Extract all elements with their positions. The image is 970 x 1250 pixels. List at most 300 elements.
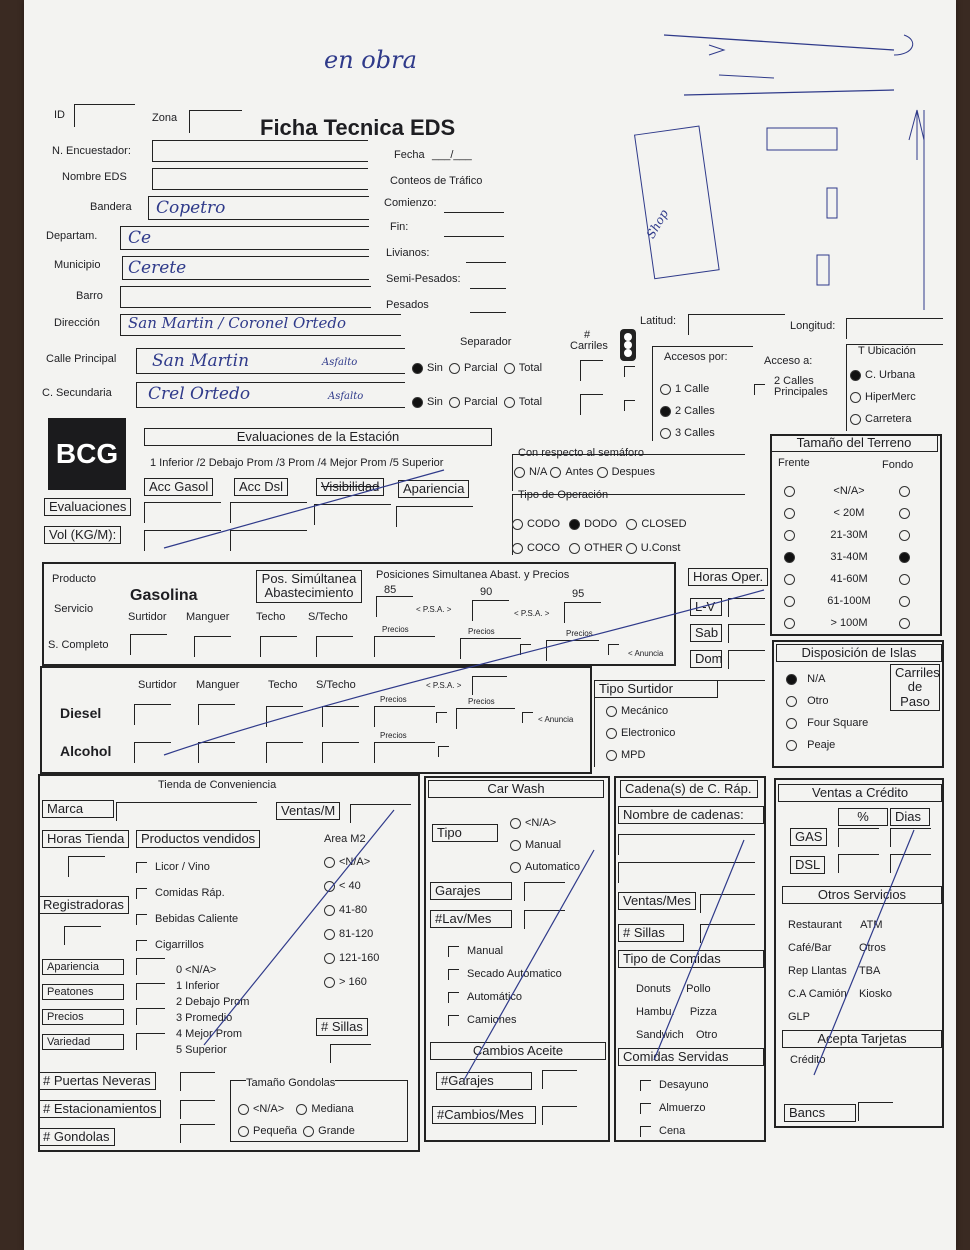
option-label: Camiones [467, 1014, 517, 1026]
frente-radio[interactable] [784, 552, 795, 563]
tienda-sillas-field[interactable] [330, 1044, 371, 1063]
productos-vendidos-label: Productos vendidos [136, 830, 260, 848]
col-surtidor: Surtidor [128, 611, 167, 623]
zona-label: Zona [152, 112, 178, 124]
terreno-label: 31-40M [830, 551, 868, 563]
ventas-m-field[interactable] [350, 804, 411, 823]
fondo-radio[interactable] [899, 552, 910, 563]
aceite-cambios-label: #Cambios/Mes [432, 1106, 536, 1124]
terreno-title: Tamaño del Terreno [770, 434, 938, 452]
option-item[interactable] [640, 1074, 709, 1097]
otros-servicios-title: Otros Servicios [782, 886, 942, 904]
option-label: 121-160 [339, 952, 380, 964]
municipio-label: Municipio [54, 259, 101, 271]
option-label: Secado Automatico [467, 968, 562, 980]
fin-label: Fin: [390, 221, 409, 233]
alcohol-precio-field[interactable] [374, 742, 435, 763]
semipesados-field[interactable] [470, 288, 506, 289]
islas-options[interactable]: N/A Otro Four Square Peaje [786, 668, 868, 756]
scale-item: 4 Mejor Prom [176, 1028, 243, 1040]
psa-label-2: < P.S.A. > [514, 609, 550, 618]
diesel-col-stecho: S/Techo [316, 679, 356, 691]
bancos-field[interactable] [858, 1102, 893, 1121]
surtidor-title: Tipo Surtidor [594, 680, 718, 698]
diesel-psa: < P.S.A. > [426, 681, 462, 690]
frente-radio[interactable] [784, 596, 795, 607]
diesel-anuncia-label: < Anuncia [538, 715, 574, 724]
cadenas-servidas-label: Comidas Servidas [618, 1048, 764, 1066]
diesel-col-surtidor: Surtidor [138, 679, 177, 691]
tienda-eval-label: Precios [42, 1009, 124, 1025]
tienda-title: Tienda de Conveniencia [158, 779, 277, 791]
option-label: 81-120 [339, 928, 374, 940]
registradoras-field[interactable] [64, 926, 101, 945]
fondo-radio[interactable] [899, 596, 910, 607]
horas-tienda-field[interactable] [68, 856, 105, 877]
livianos-label: Livianos: [386, 247, 430, 259]
departam-field[interactable] [120, 226, 369, 250]
tienda-eval-row [42, 983, 165, 1000]
diesel-stecho-field[interactable] [322, 706, 359, 727]
calle-secundaria-suffix: Asfalto [328, 391, 364, 402]
octane-95: 95 [572, 588, 585, 600]
islas-title: Disposición de Islas [776, 644, 942, 662]
radio-button[interactable] [324, 977, 335, 988]
diesel-label: Diesel [60, 705, 102, 721]
page-title: Ficha Tecnica EDS [260, 115, 456, 140]
nombre-eds-field[interactable] [152, 168, 368, 190]
diesel-pos-field[interactable] [472, 676, 507, 695]
scale-item: 0 <N/A> [176, 964, 217, 976]
option-label: Almuerzo [659, 1102, 706, 1114]
fecha-label: Fecha [394, 149, 425, 161]
horas-dom-field[interactable] [728, 650, 765, 669]
checkbox[interactable] [136, 914, 147, 925]
terreno-label: < 20M [833, 507, 865, 519]
semaforo-secundaria-checkbox[interactable] [624, 400, 635, 411]
checkbox[interactable] [448, 1015, 459, 1026]
fecha-sep: ___/___ [432, 149, 472, 161]
terreno-row [784, 590, 914, 612]
gasolina-label: Gasolina [130, 587, 198, 604]
credito-gas-pct[interactable] [838, 828, 879, 847]
vol-acc-dsl[interactable] [230, 530, 307, 551]
otros-servicios-options[interactable]: Restaurant ATM Café/Bar Otros Rep Llantas TBA C.A Camión Kiosko GLP [788, 919, 892, 1023]
eval-apariencia[interactable] [396, 506, 473, 527]
precios-90: Precios [468, 627, 495, 636]
registradoras-label: Registradoras [38, 896, 129, 914]
option-item[interactable] [448, 986, 562, 1009]
latitud-field[interactable] [688, 314, 785, 335]
option-item[interactable] [324, 850, 379, 874]
gas-surtidor-field[interactable] [130, 634, 167, 655]
tienda-evaluaciones [42, 958, 165, 1058]
carwash-tipo-options[interactable]: <N/A> Manual Automatico [510, 812, 580, 878]
carwash-garajes-field[interactable] [524, 882, 565, 901]
terreno-row [784, 612, 914, 634]
col-techo: Techo [256, 611, 286, 623]
gas-manguer-field[interactable] [194, 636, 231, 657]
calles-principales-label: 2 Calles Principales [774, 375, 828, 398]
calle-secundaria-label: C. Secundaria [42, 387, 112, 399]
checkbox[interactable] [640, 1126, 651, 1137]
semipesados-label: Semi-Pesados: [386, 273, 461, 285]
calle-principal-value: San Martin [152, 351, 250, 371]
diesel-manguer-field[interactable] [198, 704, 235, 725]
departam-label: Departam. [46, 230, 98, 242]
precio-85-field[interactable] [374, 636, 435, 657]
accesos-options[interactable]: 1 Calle 2 Calles 3 Calles [660, 378, 715, 444]
area-label: Area M2 [324, 833, 366, 845]
diesel-surtidor-field[interactable] [134, 704, 171, 725]
diesel-anuncia-1[interactable] [436, 712, 447, 723]
id-label: ID [54, 109, 65, 121]
credito-dsl-dias[interactable] [890, 854, 931, 873]
carwash-title: Car Wash [428, 780, 604, 798]
scale-item: 3 Promedio [176, 1012, 233, 1024]
tienda-eval-row [42, 1033, 165, 1050]
tienda-eval-label: Variedad [42, 1034, 124, 1050]
horas-lv-label: L-V [690, 598, 722, 616]
diesel-precio-field[interactable] [374, 706, 435, 727]
credito-dias-label: Dias [890, 808, 930, 826]
option-item[interactable] [640, 1120, 709, 1143]
carwash-tipo-label: Tipo [432, 824, 498, 842]
horas-sab-field[interactable] [728, 624, 765, 643]
tienda-eval-field[interactable] [136, 1008, 165, 1025]
marca-field[interactable] [116, 802, 257, 821]
fin-field[interactable] [444, 236, 504, 237]
pesados-field[interactable] [470, 312, 506, 313]
carriles-label: # Carriles [570, 329, 608, 352]
cadenas-sillas-label: # Sillas [618, 924, 684, 942]
option-item[interactable] [324, 874, 379, 898]
credito-pct-label: % [838, 808, 888, 826]
nombre-eds-label: Nombre EDS [62, 171, 127, 183]
pos-95-field[interactable] [564, 602, 601, 623]
tienda-sillas-label: # Sillas [316, 1018, 368, 1036]
carwash-lav-field[interactable] [524, 910, 565, 929]
checkbox[interactable] [640, 1103, 651, 1114]
checkbox[interactable] [136, 888, 147, 899]
fondo-radio[interactable] [899, 508, 910, 519]
diesel-techo-field[interactable] [266, 706, 303, 727]
radio-button[interactable] [324, 881, 335, 892]
anuncia-95-checkbox[interactable] [608, 644, 619, 655]
pesados-label: Pesados [386, 299, 429, 311]
barrio-label: Barro [76, 290, 103, 302]
col-visibilidad: Visibilidad [316, 478, 384, 496]
option-label: Cigarrillos [155, 939, 204, 951]
option-item[interactable] [448, 963, 562, 986]
diesel-precio2-field[interactable] [456, 708, 515, 729]
checkbox[interactable] [448, 992, 459, 1003]
puertas-neveras-label: # Puertas Neveras [38, 1072, 156, 1090]
scale-item: 2 Debajo Prom [176, 996, 250, 1008]
tienda-eval-row [42, 1008, 165, 1025]
precio-90-field[interactable] [460, 638, 521, 659]
diesel-col-techo: Techo [268, 679, 298, 691]
tienda-eval-row [42, 958, 165, 975]
operacion-options[interactable]: CODO DODO CLOSED COCO OTHER U.Const [512, 512, 687, 560]
tienda-eval-field[interactable] [136, 958, 165, 975]
terreno-label: 41-60M [830, 573, 868, 585]
option-label: < 40 [339, 880, 361, 892]
terreno-row [784, 524, 914, 546]
livianos-field[interactable] [466, 262, 506, 263]
evaluaciones-scale: 1 Inferior /2 Debajo Prom /3 Prom /4 Mejor Prom /5 Superior [150, 457, 444, 469]
productos-list[interactable] [136, 854, 238, 958]
carwash-lav-label: #Lav/Mes [430, 910, 512, 928]
row-evaluaciones: Evaluaciones [44, 498, 131, 516]
producto-label: Producto [52, 573, 97, 585]
option-item[interactable] [448, 940, 562, 963]
precio-95-field[interactable] [546, 640, 599, 661]
area-options[interactable] [324, 850, 379, 994]
bandera-label: Bandera [90, 201, 132, 213]
alcohol-surtidor-field[interactable] [134, 742, 171, 763]
zona-field[interactable] [189, 110, 242, 133]
terreno-label: 21-30M [830, 529, 868, 541]
ubicacion-options[interactable]: C. Urbana HiperMerc Carretera [850, 364, 916, 430]
horas-lv-field[interactable] [728, 598, 765, 617]
direccion-value: San Martin / Coronel Ortedo [128, 314, 347, 332]
terreno-row [784, 480, 914, 502]
frente-radio[interactable] [784, 486, 795, 497]
col-acc-gasol: Acc Gasol [144, 478, 213, 496]
longitud-field[interactable] [846, 318, 943, 339]
cadenas-nombre-field[interactable] [618, 834, 755, 855]
municipio-value: Cerete [128, 258, 187, 278]
fondo-radio[interactable] [899, 530, 910, 541]
tienda-eval-label: Apariencia [42, 959, 124, 975]
sketch-note: Shop [643, 207, 672, 241]
option-item[interactable] [136, 880, 238, 906]
cadenas-tipo-options[interactable]: Donuts Pollo Hambu. Pizza Sandwich Otro [636, 983, 718, 1041]
carriles-secundaria-field[interactable] [580, 394, 603, 415]
terreno-label: 61-100M [827, 595, 871, 607]
diesel-anuncia-2[interactable] [522, 712, 533, 723]
posiciones-title: Posiciones Simultanea Abast. y Precios [376, 569, 570, 581]
carriles-paso-label: Carriles de Paso [890, 664, 940, 711]
precios-85: Precios [382, 625, 409, 634]
credito-dsl-label: DSL [790, 856, 825, 874]
terreno-fondo: Fondo [882, 459, 914, 471]
option-label: Licor / Vino [155, 861, 210, 873]
accesos-title: Accesos por: [664, 351, 728, 363]
option-label: Comidas Ráp. [155, 887, 225, 899]
scompleto-label: S. Completo [48, 639, 109, 651]
encuestador-label: N. Encuestador: [52, 145, 131, 157]
checkbox[interactable] [136, 862, 147, 873]
diesel-col-manguer: Manguer [196, 679, 240, 691]
calle-principal-label: Calle Principal [46, 353, 117, 365]
cadenas-ventas-field[interactable] [700, 894, 755, 913]
col-acc-dsl: Acc Dsl [234, 478, 288, 496]
carwash-modos[interactable] [448, 940, 562, 1032]
option-item[interactable] [448, 1009, 562, 1032]
servicio-label: Servicio [54, 603, 94, 615]
puertas-neveras-field[interactable] [180, 1072, 215, 1091]
terreno-frente: Frente [778, 457, 810, 469]
diesel-precios-2: Precios [468, 697, 495, 706]
terreno-row [784, 546, 914, 568]
credito-dsl-pct[interactable] [838, 854, 879, 873]
alcohol-label: Alcohol [60, 743, 112, 759]
calles-principales-checkbox[interactable] [754, 384, 765, 395]
aceite-title: Cambios Aceite [430, 1042, 606, 1060]
comienzo-label: Comienzo: [384, 197, 437, 209]
terreno-row [784, 568, 914, 590]
anuncia-label: < Anuncia [628, 649, 664, 658]
fondo-radio[interactable] [899, 486, 910, 497]
radio-button[interactable] [324, 905, 335, 916]
aceite-garajes-label: #Garajes [436, 1072, 532, 1090]
checkbox[interactable] [136, 940, 147, 951]
barrio-field[interactable] [120, 286, 371, 308]
horas-sab-label: Sab [690, 624, 722, 642]
tam-gondolas-options[interactable]: <N/A> Mediana Pequeña Grande [238, 1098, 355, 1142]
row-vol: Vol (KG/M): [44, 526, 121, 544]
separador-secundaria[interactable]: Sin Parcial Total [412, 396, 542, 408]
id-field[interactable] [74, 104, 135, 127]
alcohol-stecho-field[interactable] [322, 742, 359, 763]
semaforo-principal-checkbox[interactable] [624, 366, 635, 377]
option-item[interactable] [324, 922, 379, 946]
cadenas-sillas-field[interactable] [700, 924, 755, 943]
gas-techo-field[interactable] [260, 636, 297, 657]
cadenas-nombre-label: Nombre de cadenas: [618, 806, 764, 824]
radio-button[interactable] [324, 953, 335, 964]
cadenas-title: Cadena(s) de C. Ráp. [620, 780, 758, 798]
cadenas-nombre-field-2[interactable] [618, 862, 755, 883]
direccion-label: Dirección [54, 317, 100, 329]
option-item[interactable] [324, 946, 379, 970]
octane-85: 85 [384, 584, 397, 596]
latitud-label: Latitud: [640, 315, 677, 327]
departam-value: Ce [128, 228, 152, 248]
evaluaciones-title: Evaluaciones de la Estación [144, 428, 492, 446]
separador-principal[interactable]: Sin Parcial Total [412, 362, 542, 374]
option-item[interactable] [640, 1097, 709, 1120]
credito-title: Ventas a Crédito [778, 784, 942, 802]
semaforo-title: Con respecto al semáforo [518, 447, 644, 459]
option-item[interactable] [324, 970, 379, 994]
pos-85-field[interactable] [376, 596, 413, 617]
carriles-principal-field[interactable] [580, 360, 603, 381]
separador-label: Separador [460, 336, 512, 348]
option-item[interactable] [136, 854, 238, 880]
company-logo: BCG [48, 418, 126, 490]
terreno-label: > 100M [830, 617, 868, 629]
cadenas-tipo-label: Tipo de Comidas [618, 950, 764, 968]
horas-oper-title: Horas Oper. [688, 568, 768, 586]
eval-acc-gasol[interactable] [144, 502, 221, 523]
encuestador-field[interactable] [152, 140, 368, 162]
comienzo-field[interactable] [444, 212, 504, 213]
option-item[interactable] [136, 932, 238, 958]
option-item[interactable] [324, 898, 379, 922]
aceite-garajes-field[interactable] [542, 1070, 577, 1089]
gas-stecho-field[interactable] [316, 636, 353, 657]
tarjetas-title: Acepta Tarjetas [782, 1030, 942, 1048]
precios-95: Precios [566, 629, 593, 638]
scale-item: 5 Superior [176, 1044, 227, 1056]
surtidor-options[interactable]: Mecánico Electronico MPD [606, 700, 675, 766]
frente-radio[interactable] [784, 530, 795, 541]
ubicacion-title: T Ubicación [858, 345, 916, 357]
bancos-label: Bancs [784, 1104, 856, 1122]
tienda-scale [176, 962, 249, 1058]
conteos-label: Conteos de Tráfico [390, 175, 483, 187]
aceite-cambios-field[interactable] [542, 1106, 577, 1125]
terreno-row [784, 502, 914, 524]
radio-button[interactable] [324, 857, 335, 868]
gondolas-field[interactable] [180, 1124, 215, 1143]
pos-90-field[interactable] [472, 600, 509, 621]
frente-radio[interactable] [784, 574, 795, 585]
scale-item: 1 Inferior [176, 980, 220, 992]
diesel-precios: Precios [380, 695, 407, 704]
terreno-options[interactable] [784, 480, 914, 634]
longitud-label: Longitud: [790, 320, 836, 332]
anuncia-90-checkbox[interactable] [520, 644, 531, 655]
carwash-garajes-label: Garajes [430, 882, 512, 900]
acceso-a-label: Acceso a: [764, 355, 813, 367]
checkbox[interactable] [640, 1080, 651, 1091]
eval-acc-dsl[interactable] [230, 502, 307, 523]
horas-tienda-label: Horas Tienda [42, 830, 129, 848]
calle-secundaria-value: Crel Ortedo [148, 384, 251, 404]
cadenas-servidas-options[interactable] [640, 1074, 709, 1143]
estacionamientos-field[interactable] [180, 1100, 215, 1119]
fondo-radio[interactable] [899, 618, 910, 629]
option-label: Manual [467, 945, 504, 957]
marca-label: Marca [42, 800, 114, 818]
eval-visibilidad[interactable] [314, 504, 391, 525]
col-stecho: S/Techo [308, 611, 348, 623]
horas-dom-label: Dom [690, 650, 722, 668]
frente-radio[interactable] [784, 618, 795, 629]
checkbox[interactable] [448, 969, 459, 980]
cadenas-ventas-label: Ventas/Mes [618, 892, 696, 910]
semaforo-options[interactable]: N/A Antes Despues [514, 466, 655, 478]
option-label: <N/A> [339, 856, 371, 868]
tienda-eval-field[interactable] [136, 983, 165, 1000]
option-label: Automático [467, 991, 523, 1003]
option-label: Cena [659, 1125, 686, 1137]
fondo-radio[interactable] [899, 574, 910, 585]
calle-principal-suffix: Asfalto [322, 357, 358, 368]
alcohol-techo-field[interactable] [266, 742, 303, 763]
credito-gas-dias[interactable] [890, 828, 931, 847]
tienda-eval-label: Peatones [42, 984, 124, 1000]
tam-gondolas-title: Tamaño Gondolas [246, 1077, 336, 1089]
alcohol-manguer-field[interactable] [198, 742, 235, 763]
tienda-eval-field[interactable] [136, 1033, 165, 1050]
frente-radio[interactable] [784, 508, 795, 519]
handwritten-note: en obra [324, 46, 417, 74]
option-label: Bebidas Caliente [155, 913, 239, 925]
bandera-value: Copetro [156, 198, 226, 218]
alcohol-anuncia[interactable] [438, 746, 449, 757]
credito-checkbox-row[interactable]: Crédito [790, 1054, 826, 1066]
option-item[interactable] [136, 906, 238, 932]
checkbox[interactable] [448, 946, 459, 957]
vol-acc-gasol[interactable] [144, 530, 221, 551]
traffic-light-icon [618, 328, 638, 362]
radio-button[interactable] [324, 929, 335, 940]
